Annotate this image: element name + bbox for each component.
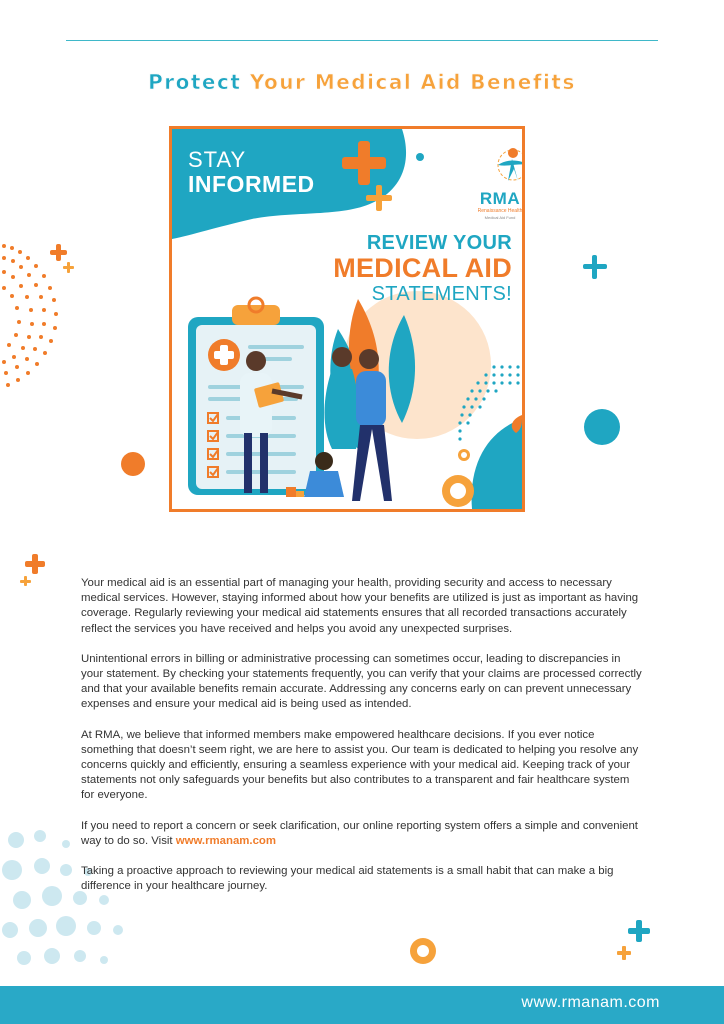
rma-logo-text: RMA (479, 189, 521, 208)
review-line-1: REVIEW YOUR (366, 232, 512, 254)
poster-image (169, 126, 525, 512)
paragraph (81, 819, 643, 849)
review-line-2: MEDICAL AID (333, 253, 512, 283)
article-body (81, 576, 643, 909)
plus-icon (18, 552, 50, 588)
paragraph-text: If you need to report a concern or seek clarification, our online reporting system offers a simple and convenient way to do so. Visit (81, 819, 638, 847)
paragraph: Unintentional errors in billing or administrative processing can sometimes occur, leading to discrepancies in your statement. By checking your statements frequently, you can verify that your claims are processed correctly and that your available benefits remain accurate. Addressing any concerns early on can prevent unnecessary expenses and ensure your medical aid is being used as intended. (81, 652, 642, 711)
plus-icon (582, 254, 608, 280)
ring-decoration (408, 936, 438, 966)
paragraph: Your medical aid is an essential part of managing your health, providing security and access to necessary medical services. However, staying informed about how your benefits are utilized is just as important as having coverage. Regularly reviewing your medical aid statements ensures that all recorded transactions accurately reflect the services you have received and helps you avoid any unexpected surprises. (81, 577, 639, 635)
stay-text: STAY (188, 147, 247, 172)
review-line-3: STATEMENTS! (371, 282, 512, 305)
footer-url: www.rmanam.com (521, 994, 660, 1011)
rma-logo-subtitle: Renaissance Health (477, 208, 523, 214)
stay-informed-heading (188, 149, 315, 196)
rma-logo-subtitle-2: Medical Aid Fund (484, 215, 516, 220)
title-part-2: Your Medical Aid Benefits (249, 70, 576, 94)
plus-icon (48, 242, 76, 276)
page-title (0, 70, 724, 94)
paragraph: Taking a proactive approach to reviewing your medical aid statements is a small habit that can make a big difference in your healthcare journey. (81, 865, 614, 893)
circle-decoration (120, 451, 146, 477)
title-part-1: Protect (148, 70, 242, 94)
footer-bar (0, 986, 724, 1024)
paragraph: At RMA, we believe that informed members make empowered healthcare decisions. If you ever notice something that doesn’t seem right, we are here to assist you. Our team is dedicated to helping you resolve any concerns quickly and efficiently, ensuring a seamless experience with your medical aid. Keeping track of your statements not only safeguards your benefits but also contributes to a transparent and fair healthcare system for everyone. (81, 728, 639, 802)
plus-icon (612, 916, 658, 962)
top-divider (66, 40, 658, 41)
website-link[interactable]: www.rmanam.com (175, 834, 276, 847)
informed-text: INFORMED (188, 171, 315, 197)
review-heading (333, 233, 512, 305)
circle-decoration (583, 408, 621, 446)
